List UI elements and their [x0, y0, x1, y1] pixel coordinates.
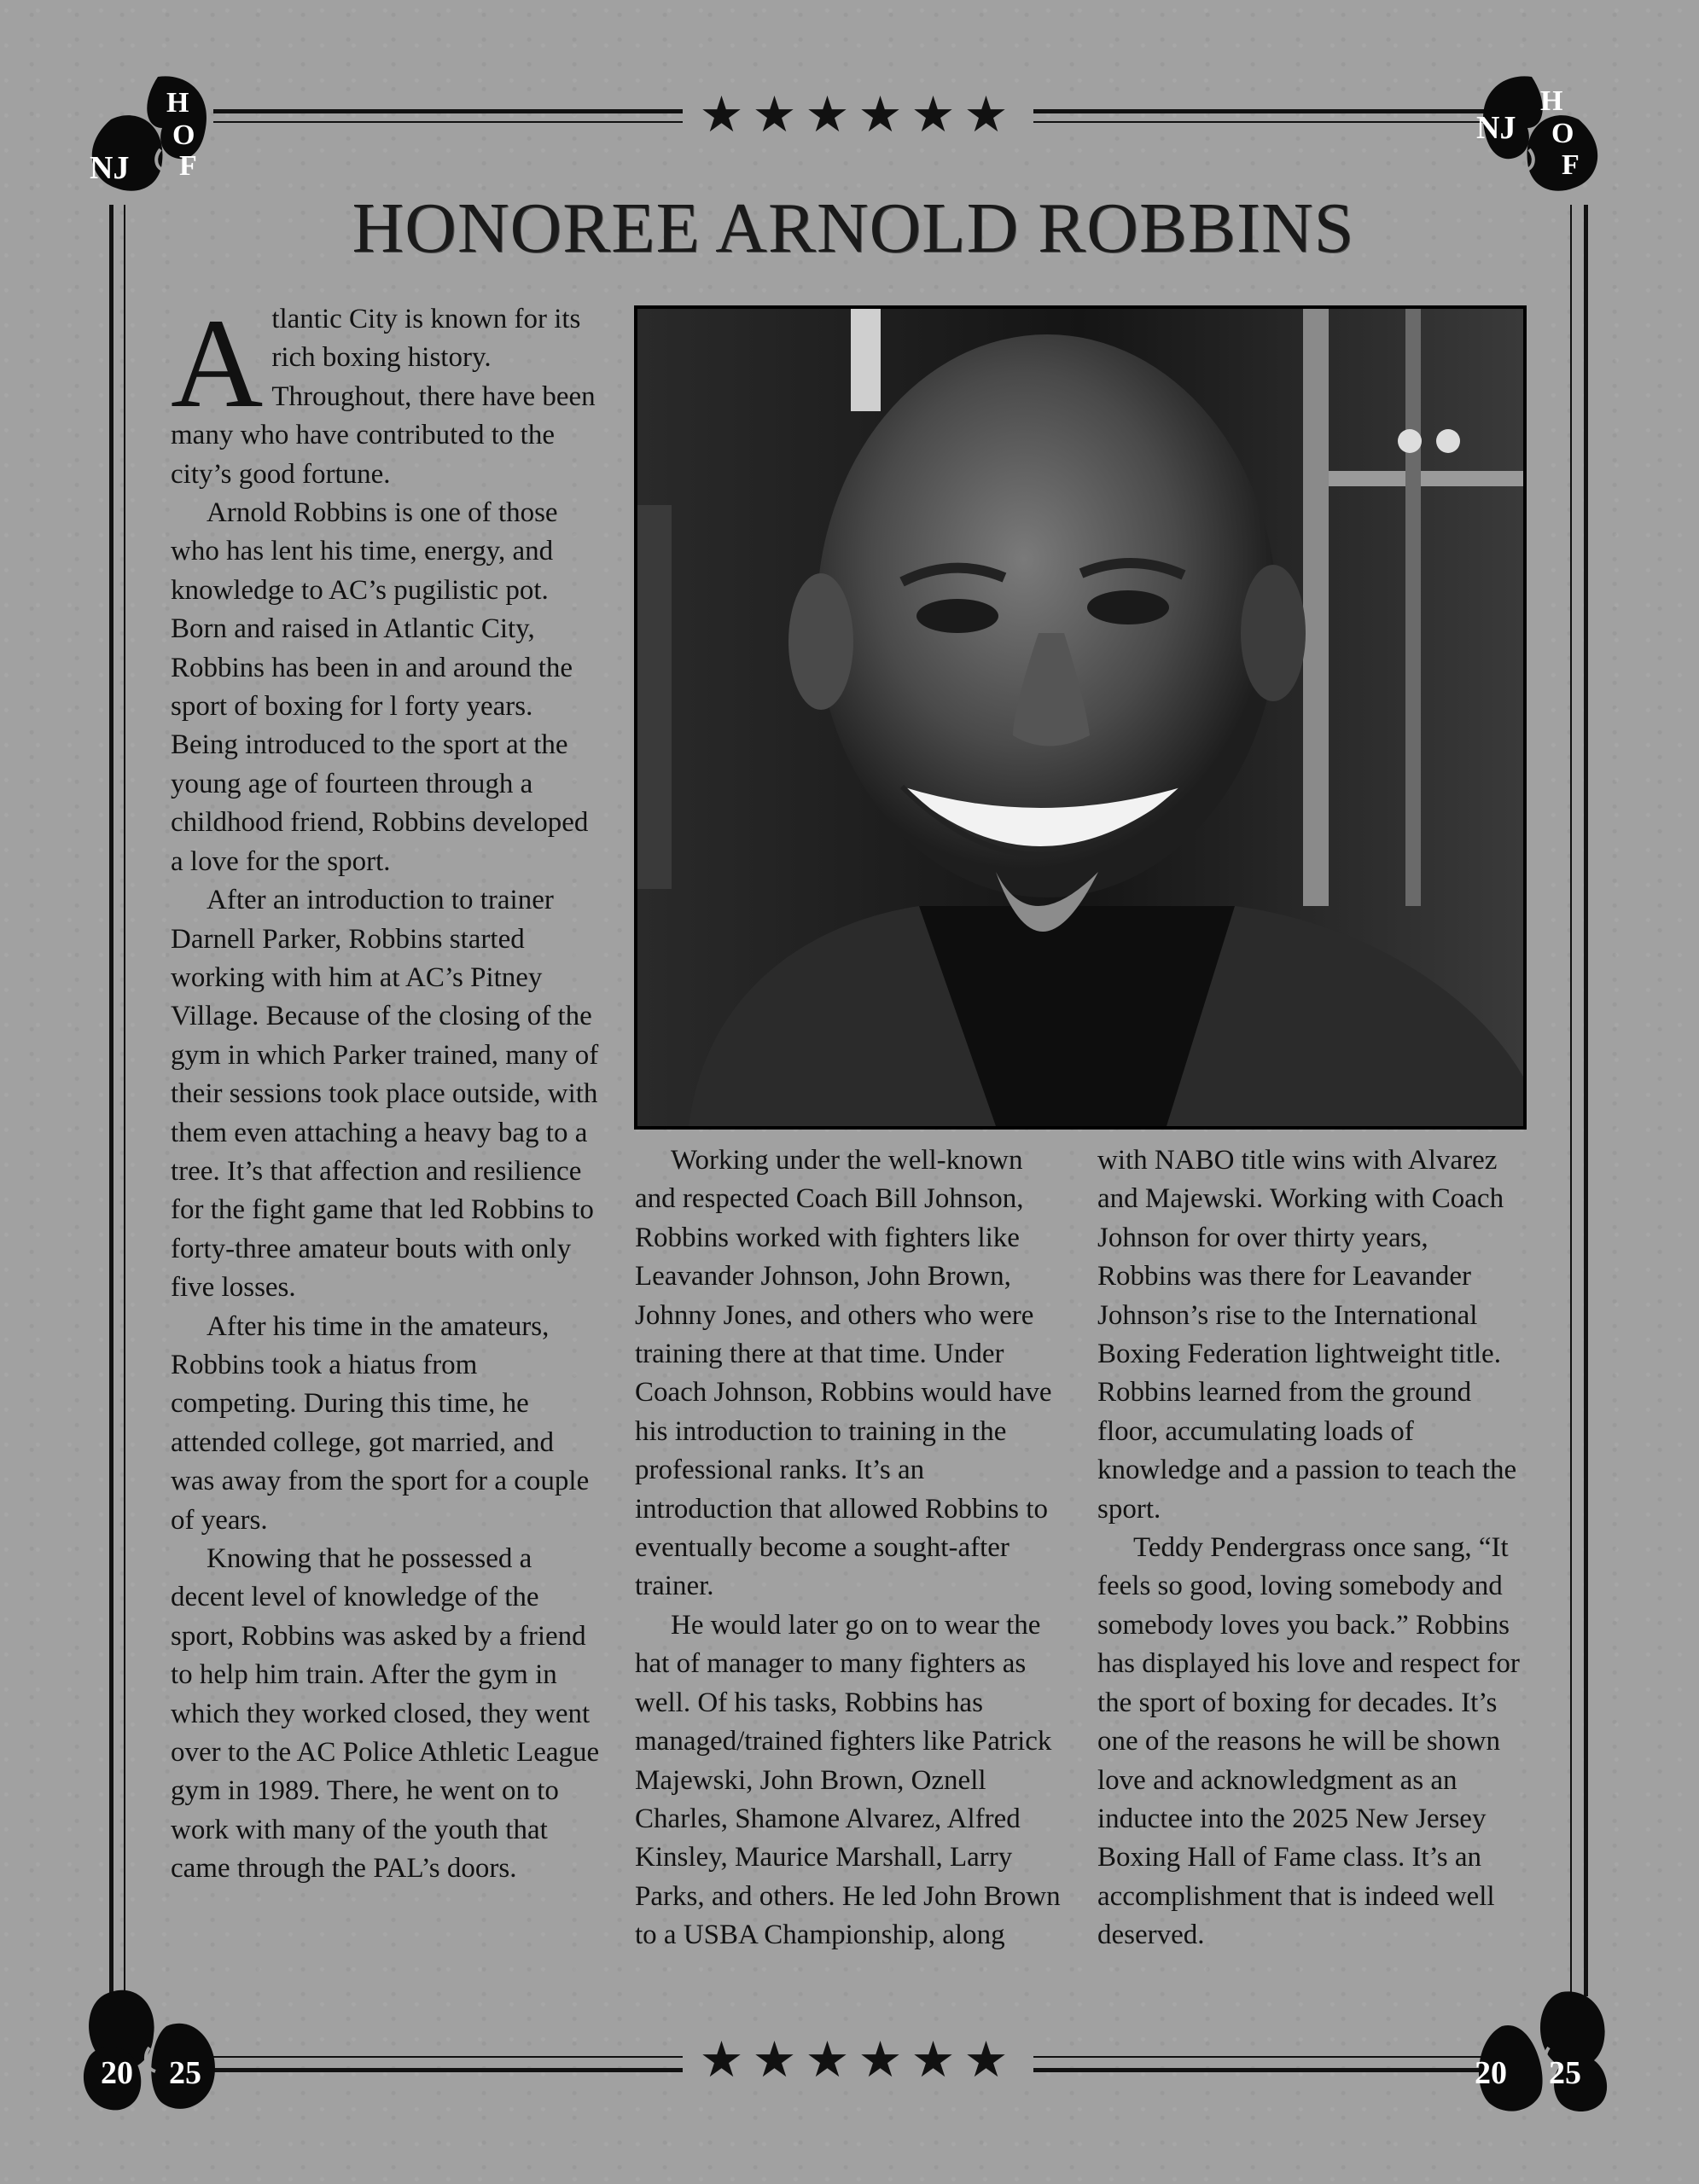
logo-year-25: 25	[169, 2055, 201, 2091]
paragraph: Working under the well-known and respected Coach Bill Johnson, Robbins worked with fighters like Leavander Johnson, John Brown, Johnny Jones, and others who were training there at that time. Under Coach Johnson, Robbins would have his introduction to training in the professional ranks. It’s an introduction that allowed Robbins to eventually become a sought-after trainer.	[635, 1145, 1052, 1602]
logo-text-h: H	[1540, 85, 1563, 117]
border-right-rule-inner	[1570, 205, 1572, 1996]
logo-bottom-right	[1468, 1988, 1613, 2116]
paragraph: He would later go on to wear the hat of manager to many fighters as well. Of his tasks, Robbins has managed/trained fighters like Patrick Majewski, John Brown, Oznell Charles, Shamone Alvarez, Alfred Kinsley, Maurice Marshall, Larry Parks, and others. He led John Brown to a USBA Championship, along	[635, 1609, 1061, 1951]
logo-text-f: F	[179, 150, 197, 182]
paragraph: Knowing that he possessed a decent level of knowledge of the sport, Robbins was asked by a friend to help him train. After the gym in which they worked closed, they went over to the AC Police Athletic League gym in 1989. There, he went on to work with many of the youth that came through the PAL’s doors.	[171, 1543, 600, 1885]
paragraph	[171, 293, 602, 494]
logo-bottom-left	[77, 1988, 222, 2116]
border-left-rule	[109, 205, 113, 1996]
border-right-rule	[1584, 205, 1588, 1996]
paragraph: with NABO title wins with Alvarez and Majewski. Working with Coach Johnson for over thirty years, Robbins was there for Leavander Johnson’s rise to the International Boxing Federation lightweight title. Robbins learned from the ground floor, accumulating loads of knowledge and a passion to teach the sport.	[1097, 1145, 1517, 1525]
boxing-gloves-icon	[77, 1988, 222, 2116]
paragraph-text: tlantic City is known for its rich boxing history. Throughout, there have been many who have contributed to the city’s good fortune.	[171, 304, 596, 490]
logo-top-left	[77, 68, 222, 196]
stars-bottom: ★★★★★★	[683, 2030, 1033, 2090]
paragraph: Teddy Pendergrass once sang, “It feels so good, loving somebody and somebody loves you back.” Robbins has displayed his love and respect for the sport of boxing for decades. It’s one of the reasons he will be shown love and acknowledgment as an inductee into the 2025 New Jersey Boxing Hall of Fame class. It’s an accomplishment that is indeed well deserved.	[1097, 1532, 1520, 1951]
logo-year-25: 25	[1549, 2055, 1581, 2091]
article-column-1	[171, 293, 602, 1889]
logo-text-nj: NJ	[1476, 110, 1516, 146]
paragraph: After an introduction to trainer Darnell Parker, Robbins started working with him at AC’s Pitney Village. Because of the closing of the gym in which Parker trained, many of their sessions took place outside, with them even attaching a heavy bag to a tree. It’s that affection and resilience for the fight game that led Robbins to forty-three amateur bouts with only five losses.	[171, 885, 599, 1304]
logo-year-20: 20	[1475, 2055, 1507, 2091]
logo-text-f: F	[1562, 149, 1580, 181]
article-column-2	[635, 1141, 1066, 1955]
boxing-gloves-icon	[1468, 1988, 1613, 2116]
logo-text-nj: NJ	[90, 150, 130, 186]
portrait-image	[637, 309, 1523, 1126]
article-column-3	[1097, 1141, 1524, 1955]
logo-top-right	[1468, 68, 1613, 196]
logo-text-o: O	[1551, 118, 1574, 149]
paragraph: After his time in the amateurs, Robbins took a hiatus from competing. During this time, he attended college, got married, and was away from the sport for a couple of years.	[171, 1310, 590, 1536]
portrait-photo	[634, 305, 1527, 1130]
page-title: HONOREE ARNOLD ROBBINS	[352, 189, 1355, 268]
paragraph: Arnold Robbins is one of those who has lent his time, energy, and knowledge to AC’s pugilistic pot. Born and raised in Atlantic City, Robbins has been in and around the sport of boxing for l forty years. Being introduced to the sport at the young age of fourteen through a childhood friend, Robbins developed a love for the sport.	[171, 497, 589, 877]
logo-text-h: H	[166, 87, 189, 119]
stars-top: ★★★★★★	[683, 85, 1033, 145]
drop-cap: A	[171, 293, 264, 434]
logo-year-20: 20	[101, 2055, 133, 2091]
border-left-rule-inner	[124, 205, 125, 1996]
logo-text-o: O	[172, 119, 195, 151]
